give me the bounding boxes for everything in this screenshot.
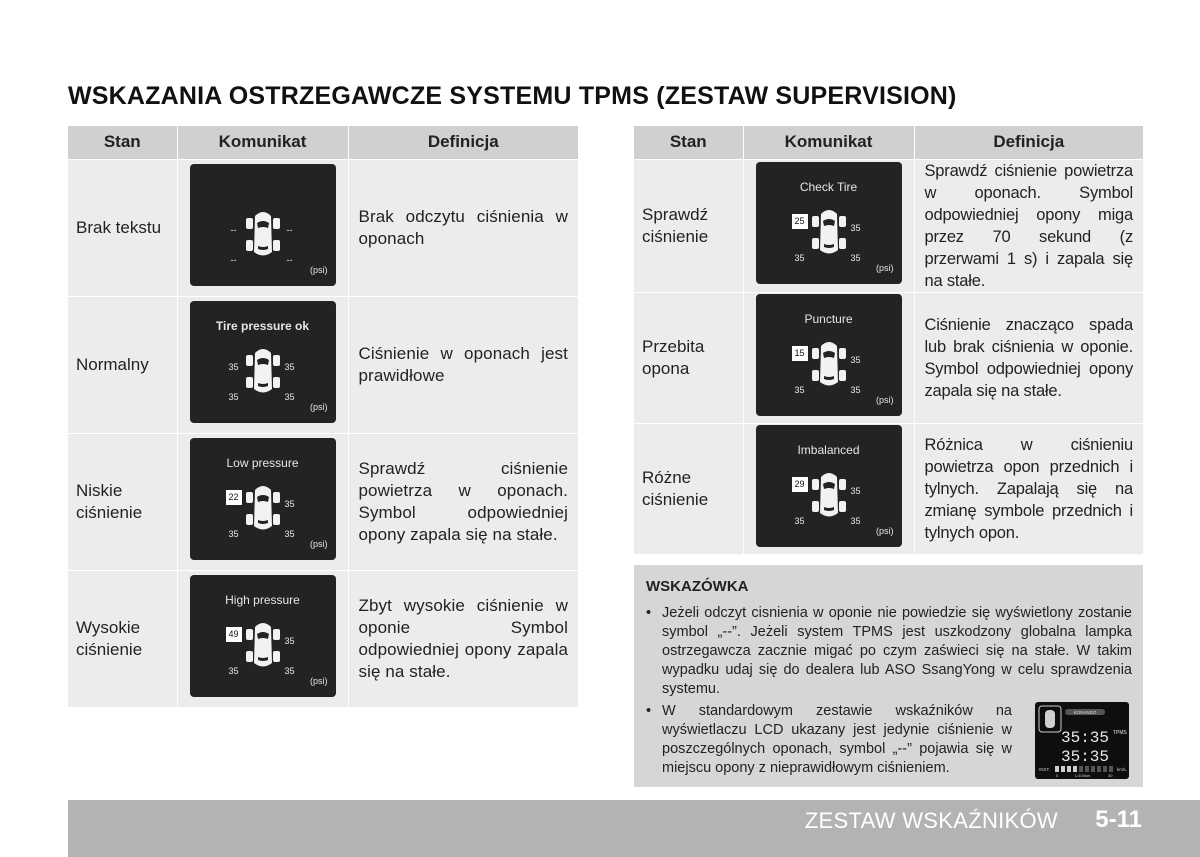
table-row (634, 423, 1143, 554)
inst-label: INST. (1039, 767, 1051, 772)
header-stan: Stan (68, 126, 177, 159)
unit-label: (psi) (876, 394, 894, 405)
bullet: • (646, 605, 652, 621)
rear-left-pressure: 35 (228, 665, 239, 676)
scale-max: 30 (1108, 773, 1113, 778)
scale-min: 0 (1056, 773, 1059, 778)
table-row (634, 159, 1143, 292)
message-cell (743, 292, 914, 423)
definition-cell (914, 159, 1143, 292)
instrument-cluster-image (1035, 702, 1129, 779)
front-left-pressure: 29 (792, 477, 808, 492)
car-top-view-icon (246, 621, 280, 669)
state-cell (68, 433, 177, 570)
lcd-message: Puncture (804, 311, 853, 326)
state-cell (68, 570, 177, 707)
definition-text: Brak odczytu ciśnienia w oponach (358, 206, 568, 248)
car-top-view-icon (812, 208, 846, 256)
state-cell (634, 159, 743, 292)
front-right-pressure: 35 (284, 361, 295, 372)
definition-cell (914, 423, 1143, 554)
state-label: Brak tekstu (76, 217, 162, 237)
message-cell (177, 159, 348, 296)
definition-cell (348, 570, 578, 707)
definition-text: Sprawdź ciśnienie powietrza w oponach. Symbol odpowiedniej opony miga przez 70 sekund (z przerwami 1 s) i zapala się na stałe. (924, 161, 1133, 290)
hint-title: WSKAZÓWKA (646, 578, 749, 595)
table-row (68, 296, 578, 433)
fuel-bar-icon (1055, 766, 1113, 772)
header-komunikat: Komunikat (177, 126, 348, 159)
header-definicja: Definicja (348, 126, 578, 159)
rear-right-pressure: 35 (284, 665, 295, 676)
tpms-label: TPMS (1113, 730, 1127, 736)
rear-left-pressure: 35 (794, 252, 805, 263)
unit-label: (psi) (876, 262, 894, 273)
lcd-display (756, 162, 902, 284)
state-label: Niskie ciśnienie (76, 480, 143, 522)
lcd-message: Check Tire (799, 179, 858, 194)
lcd-display (756, 425, 902, 547)
hint-item (646, 604, 1134, 700)
rear-left-pressure: 35 (228, 528, 239, 539)
definition-cell (348, 159, 578, 296)
lcd-message: Tire pressure ok (215, 318, 310, 333)
lcd-message: High pressure (225, 592, 300, 607)
rear-right-pressure: 35 (850, 384, 861, 395)
lcd-message: Imbalanced (797, 442, 860, 457)
rear-left-pressure: 35 (228, 391, 239, 402)
front-right-pressure: 35 (850, 222, 861, 233)
state-cell (634, 292, 743, 423)
definition-text: Ciśnienie w oponach jest prawidłowe (358, 343, 568, 385)
definition-text: Ciśnienie znacząco spada lub brak ciśnienia w oponie. Symbol odpowiedniej opony zapala się na stałe. (924, 315, 1133, 400)
table-row (68, 159, 578, 296)
rear-pressure-readout: 35:35 (1061, 748, 1110, 766)
rear-right-pressure: 35 (850, 252, 861, 263)
table-row (634, 292, 1143, 423)
scale-mid: L/100km (1075, 773, 1091, 778)
car-top-view-icon (246, 210, 280, 258)
front-right-pressure: 35 (284, 635, 295, 646)
tpms-table-left (68, 126, 578, 707)
unit-label: (psi) (310, 538, 328, 549)
page-title: WSKAZANIA OSTRZEGAWCZE SYSTEMU TPMS (ZESTAW SUPERVISION) (68, 82, 957, 110)
definition-text: Sprawdź ciśnienie powietrza w oponach. Symbol odpowiedniej opony zapala się na stałe. (358, 458, 568, 544)
rear-left-pressure: 35 (794, 515, 805, 526)
front-left-pressure: -- (230, 224, 237, 235)
definition-text: Różnica w ciśnieniu powietrza opon przednich i tylnych. Zapalają się na zmianę symbole przednich i tylnych opon. (924, 435, 1133, 542)
front-right-pressure: -- (286, 224, 293, 235)
front-left-pressure: 35 (228, 361, 239, 372)
state-cell (68, 296, 177, 433)
front-right-pressure: 35 (284, 498, 295, 509)
hint-text: W standardowym zestawie wskaźników na wyświetlaczu LCD ukazany jest jedynie ciśnienie w poszczególnych oponach, symbol „--” pojawia się w miejscu opony z nieprawidłowym ciśnieniem. (662, 703, 1012, 776)
front-right-pressure: 35 (850, 354, 861, 365)
front-left-pressure: 22 (226, 490, 242, 505)
footer-section-title: ZESTAW WSKAŹNIKÓW (804, 808, 1058, 833)
rear-left-pressure: 35 (794, 384, 805, 395)
state-label: Sprawdź ciśnienie (642, 204, 709, 246)
rear-right-pressure: 35 (284, 391, 295, 402)
unit-label: km/L (1117, 767, 1127, 772)
unit-label: (psi) (310, 264, 328, 275)
state-label: Różne ciśnienie (642, 467, 709, 509)
table-row (68, 433, 578, 570)
hint-item (646, 702, 1012, 778)
brand-label: KORANDO (1073, 710, 1097, 715)
table-row (68, 570, 578, 707)
instrument-cluster-graphic (1035, 702, 1129, 779)
message-cell (177, 296, 348, 433)
car-top-view-icon (812, 471, 846, 519)
message-cell (743, 423, 914, 554)
car-top-view-icon (246, 484, 280, 532)
car-top-view-icon (812, 340, 846, 388)
lcd-display (190, 164, 336, 286)
rear-right-pressure: -- (286, 254, 293, 265)
unit-label: (psi) (876, 525, 894, 536)
lcd-display (756, 294, 902, 416)
car-body-icon (1045, 710, 1055, 728)
tpms-table-right (634, 126, 1143, 554)
state-label: Normalny (76, 354, 149, 374)
unit-label: (psi) (310, 675, 328, 686)
unit-label: (psi) (310, 401, 328, 412)
definition-text: Zbyt wysokie ciśnienie w oponie Symbol odpowiedniej opony zapala się na stałe. (358, 595, 568, 681)
message-cell (177, 433, 348, 570)
lcd-display (190, 438, 336, 560)
car-top-view-icon (246, 347, 280, 395)
lcd-message: Low pressure (226, 455, 299, 470)
lcd-display (190, 301, 336, 423)
definition-cell (914, 292, 1143, 423)
front-pressure-readout: 35:35 (1061, 729, 1110, 747)
rear-right-pressure: 35 (284, 528, 295, 539)
lcd-display (190, 575, 336, 697)
bullet: • (646, 703, 652, 719)
state-cell (634, 423, 743, 554)
state-label: Przebita opona (642, 336, 705, 378)
definition-cell (348, 296, 578, 433)
rear-left-pressure: -- (230, 254, 237, 265)
front-left-pressure: 49 (226, 627, 242, 642)
front-right-pressure: 35 (850, 485, 861, 496)
state-cell (68, 159, 177, 296)
page-number: 5-11 (1095, 806, 1142, 833)
front-left-pressure: 25 (792, 214, 808, 229)
header-stan: Stan (634, 126, 743, 159)
state-label: Wysokie ciśnienie (76, 617, 143, 659)
rear-right-pressure: 35 (850, 515, 861, 526)
message-cell (177, 570, 348, 707)
definition-cell (348, 433, 578, 570)
front-left-pressure: 15 (792, 346, 808, 361)
message-cell (743, 159, 914, 292)
header-definicja: Definicja (914, 126, 1143, 159)
header-komunikat: Komunikat (743, 126, 914, 159)
hint-text: Jeżeli odczyt cisnienia w oponie nie powiedzie się wyświetlony zostanie symbol „--”. Jeżeli system TPMS jest uszkodzony globalna lampka ostrzegawcza zacznie migać po czym zaświeci się na stałe. W takim wypadku udaj się do dealera lub ASO SsangYong w celu sprawdzenia systemu. (662, 605, 1132, 697)
